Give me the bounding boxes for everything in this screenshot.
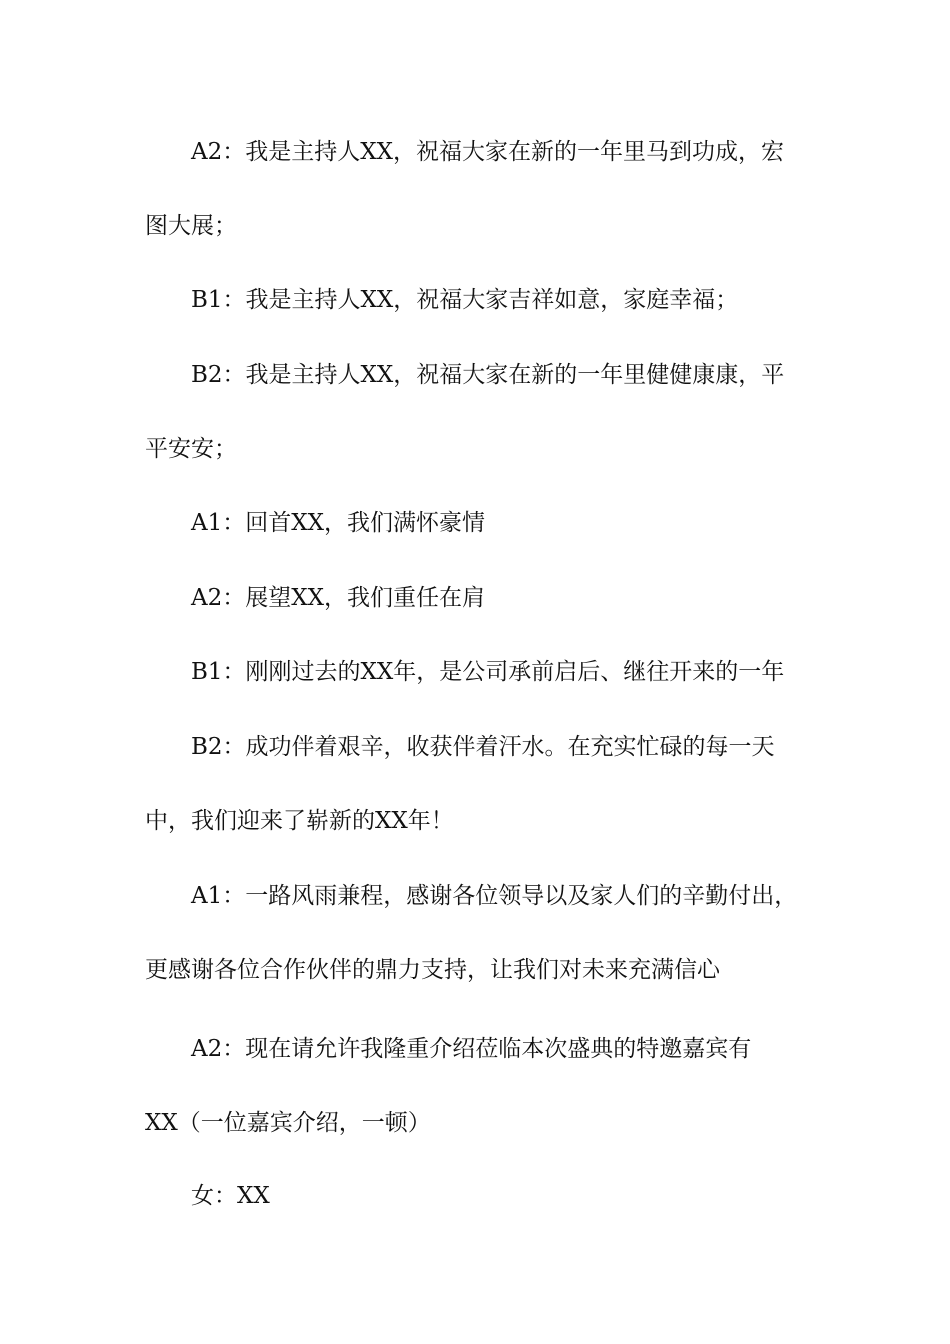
text-line: A2：现在请允许我隆重介绍莅临本次盛典的特邀嘉宾有: [191, 1036, 752, 1062]
text-line: 平安安；: [145, 436, 237, 462]
text-line: 女：XX: [191, 1183, 270, 1209]
text-line: A2：我是主持人XX，祝福大家在新的一年里马到功成，宏: [191, 139, 784, 165]
text-line: 图大展；: [145, 213, 237, 239]
text-line: B1：我是主持人XX，祝福大家吉祥如意，家庭幸福；: [191, 287, 739, 313]
text-line: XX（一位嘉宾介绍，一顿）: [145, 1110, 431, 1136]
text-line: A1：一路风雨兼程，感谢各位领导以及家人们的辛勤付出，: [191, 883, 798, 909]
text-line: B2：成功伴着艰辛，收获伴着汗水。在充实忙碌的每一天: [191, 734, 775, 760]
text-line: A2：展望XX，我们重任在肩: [191, 585, 485, 611]
text-line: 更感谢各位合作伙伴的鼎力支持，让我们对未来充满信心: [145, 957, 720, 983]
text-line: B1：刚刚过去的XX年，是公司承前启后、继往开来的一年: [191, 659, 785, 685]
text-line: A1：回首XX，我们满怀豪情: [191, 510, 485, 536]
text-line: B2：我是主持人XX，祝福大家在新的一年里健健康康，平: [191, 362, 785, 388]
text-line: 中，我们迎来了崭新的XX年！: [145, 808, 454, 834]
